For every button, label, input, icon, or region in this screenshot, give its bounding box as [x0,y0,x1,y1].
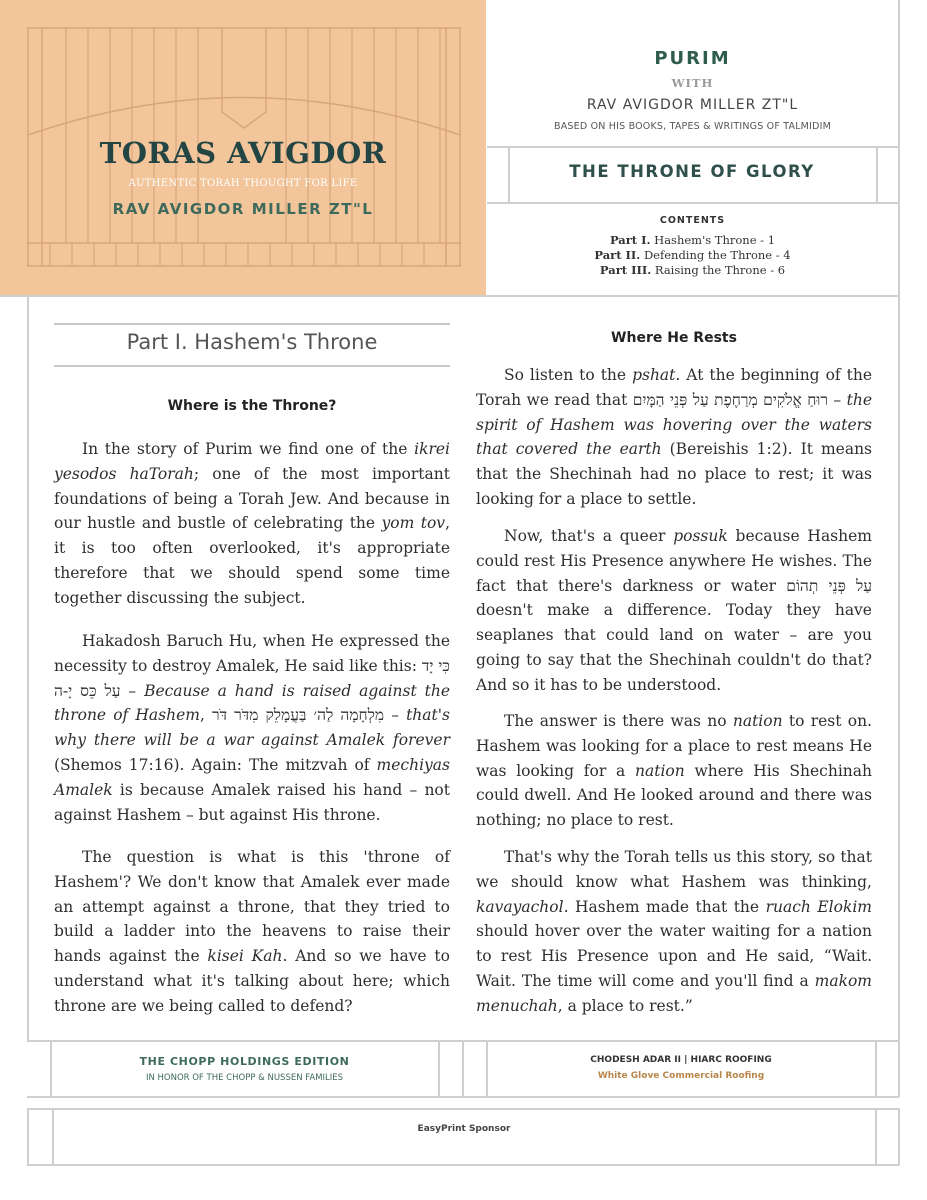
footer-divider [898,1040,900,1097]
easyprint-sponsor: EasyPrint Sponsor [417,1124,511,1134]
easyprint-divider [27,1108,29,1165]
easyprint-border-top [27,1108,899,1110]
easyprint-divider [875,1108,877,1165]
brand-tagline: AUTHENTIC TORAH THOUGHT FOR LIFE [128,178,358,189]
edition-honor: IN HONOR OF THE CHOPP & NUSSEN FAMILIES [145,1073,344,1083]
header-rav-name: RAV AVIGDOR MILLER ZT"L [586,97,799,113]
issue-title: THE THRONE OF GLORY [569,162,815,181]
right-paragraph-2: Now, that's a queer possuk because Hashem could rest His Presence anywhere He wishes. The fact that there's darkness or water עַל פְּנֵי תְהוֹם doesn't make a difference. Today they have seaplanes that could land on water – are you going to say that the Shechinah couldn't do that? And so it has to be understood. [476,527,872,694]
left-paragraph-2: Hakadosh Baruch Hu, when He expressed the necessity to destroy Amalek, He said like this: כִּי יָד עַל כֵּס יָ-ה – Because a hand is raised against the throne of Hashem, מִלְחָמָה לַה׳ בַּעֲמָלֵק מִדֹּר דֹּר – that's why there will be a war against Amalek forever (Shemos 17:16). Again: The mitzvah of mechiyas Amalek is because Amalek raised his hand – not against Hashem – but against His throne. [54,632,450,824]
right-paragraph-1: So listen to the pshat. At the beginning of the Torah we read that רוּחַ אֱלֹקִים מְרַחֶפֶת עַל פְּנֵי הַמָּיִם – the spirit of Hashem was hovering over the waters that covered the earth (Bereishis 1:2). It means that the Shechinah had no place to rest; it was looking for a place to settle. [476,366,873,508]
header-border [898,0,900,296]
part-title-rule-bottom [54,365,450,367]
contents-heading: CONTENTS [659,215,726,226]
title-box-bottom [487,202,899,204]
title-box-top [487,146,899,148]
sponsor-line: CHODESH ADAR II | HIARC ROOFING [590,1055,772,1065]
right-subheading: Where He Rests [611,330,737,346]
left-subheading: Where is the Throne? [167,398,337,414]
page-border-left [27,295,29,1041]
right-paragraph-4: That's why the Torah tells us this story, so that we should know what Hashem was thinking, kavayachol. Hashem made that the ruach Elokim should hover over the water waiting for a nation to rest His Presence upon and He said, “Wait. Wait. The time will come and you'll find a makom menuchah, a place to rest.” [476,848,873,1015]
left-paragraph-1: In the story of Purim we find one of the ikrei yesodos haTorah; one of the most important foundations of being a Torah Jew. And because in our hustle and bustle of celebrating the yom tov, it is too often overlooked, it's appropriate therefore that we should spend some time together discussing the subject. [54,440,450,607]
footer-divider [486,1040,488,1097]
easyprint-border-bottom [27,1164,899,1166]
header-divider [0,295,899,297]
sponsor-tagline: White Glove Commercial Roofing [597,1071,765,1081]
left-paragraph-3: The question is what is this 'throne of Hashem'? We don't know that Amalek ever made an attempt against a throne, that they tried to build a ladder into the heavens to raise their hands against the kisei Kah. And so we have to understand what it's talking about here; which throne are we being called to defend? [54,848,450,1015]
brand-title: TORAS AVIGDOR [99,136,387,170]
part-title-rule-top [54,323,450,325]
part-title: Part I. Hashem's Throne [126,330,378,354]
edition-title: THE CHOPP HOLDINGS EDITION [139,1055,350,1068]
right-paragraph-3: The answer is there was no nation to rest on. Hashem was looking for a place to rest means He was looking for a nation where His Shechinah could dwell. And He looked around and there was nothing; no place to rest. [476,712,872,830]
page-border-right [898,295,900,1041]
easyprint-divider [898,1108,900,1165]
header-topic: PURIM [654,48,731,69]
footer-divider [462,1040,464,1097]
brand-rav-name: RAV AVIGDOR MILLER ZT"L [112,200,374,218]
footer-divider [50,1040,52,1097]
toc-item[interactable]: Part II. Defending the Throne - 4 [594,248,791,262]
header-with: WITH [671,76,714,90]
easyprint-divider [52,1108,54,1165]
footer-divider [875,1040,877,1097]
toc-item[interactable]: Part I. Hashem's Throne - 1 [609,233,776,247]
footer-divider [438,1040,440,1097]
header-based-on: BASED ON HIS BOOKS, TAPES & WRITINGS OF TALMIDIM [553,121,831,132]
title-box-right [876,146,878,203]
toc-item[interactable]: Part III. Raising the Throne - 6 [599,263,786,277]
